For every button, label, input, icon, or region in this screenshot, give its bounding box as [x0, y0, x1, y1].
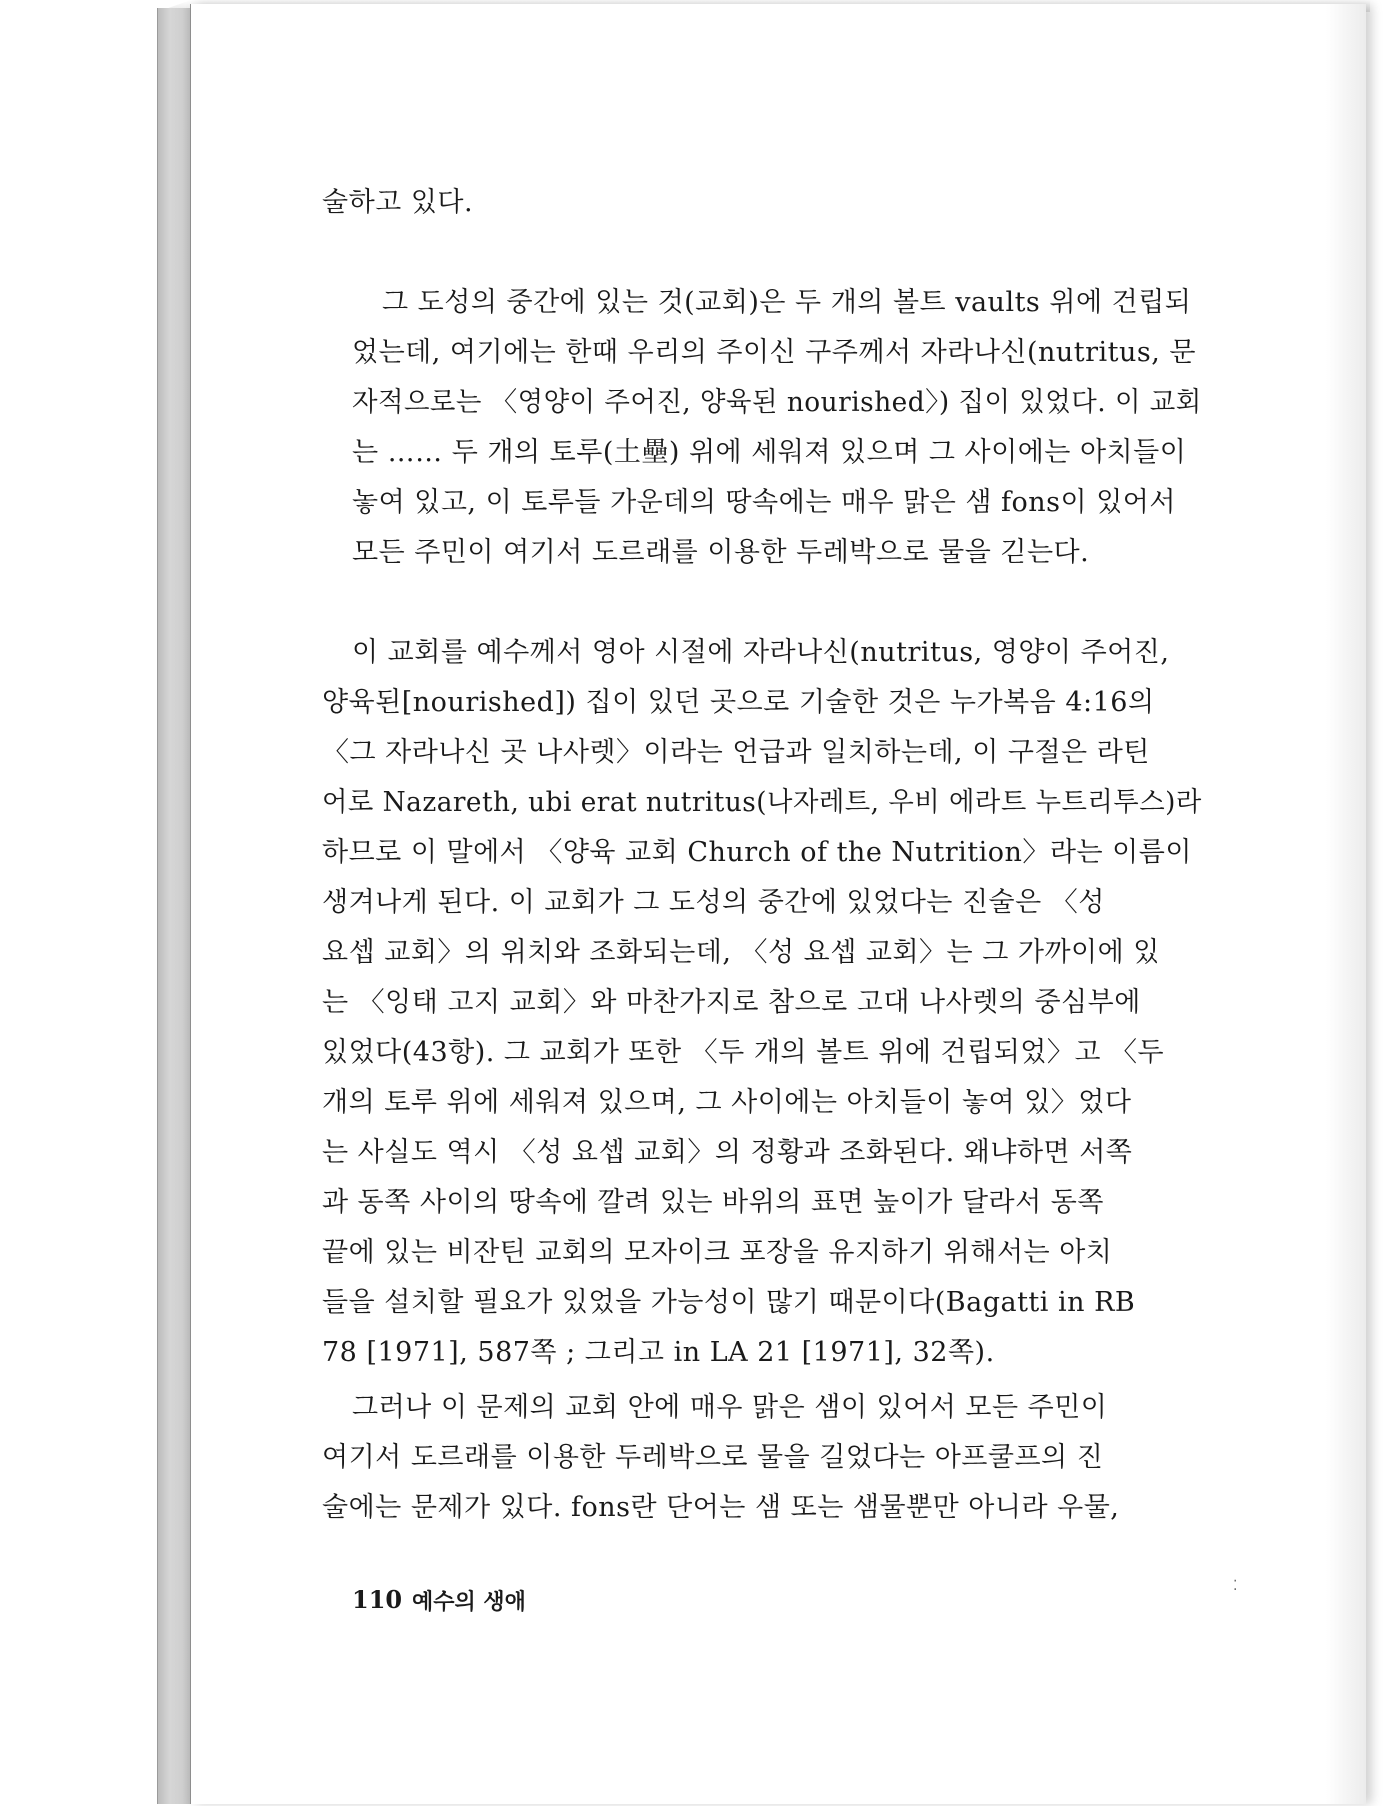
- quote-line: 그 도성의 중간에 있는 것(교회)은 두 개의 볼트 vaults 위에 건립되: [382, 287, 1192, 318]
- body-line: 요셉 교회〉의 위치와 조화되는데, 〈성 요셉 교회〉는 그 가까이에 있: [322, 937, 1160, 968]
- body-line: 술에는 문제가 있다. fons란 단어는 샘 또는 샘물뿐만 아니라 우물,: [322, 1492, 1120, 1523]
- quote-line: 놓여 있고, 이 토루들 가운데의 땅속에는 매우 맑은 샘 fons이 있어서: [352, 487, 1176, 518]
- scan-speck: ⁚: [1233, 1578, 1238, 1594]
- body-line: 하므로 이 말에서 〈양육 교회 Church of the Nutrition〉라는 이름이: [322, 837, 1192, 868]
- body-line: 여기서 도르래를 이용한 두레박으로 물을 길었다는 아프쿨프의 진: [322, 1442, 1104, 1473]
- body-line: 생겨나게 된다. 이 교회가 그 도성의 중간에 있었다는 진술은 〈성: [322, 887, 1105, 918]
- body-line: 는 〈잉태 고지 교회〉와 마찬가지로 참으로 고대 나사렛의 중심부에: [322, 987, 1141, 1018]
- body-line: 개의 토루 위에 세워져 있으며, 그 사이에는 아치들이 놓여 있〉었다: [322, 1087, 1132, 1118]
- opening-line: 술하고 있다.: [322, 187, 474, 218]
- body-line: 끝에 있는 비잔틴 교회의 모자이크 포장을 유지하기 위해서는 아치: [322, 1237, 1113, 1268]
- running-footer-title: 예수의 생애: [412, 1589, 526, 1615]
- body-line: 과 동쪽 사이의 땅속에 깔려 있는 바위의 표면 높이가 달라서 동쪽: [322, 1187, 1104, 1218]
- quote-line: 는 …… 두 개의 토루(土壘) 위에 세워져 있으며 그 사이에는 아치들이: [352, 437, 1187, 468]
- quote-line: 었는데, 여기에는 한때 우리의 주이신 구주께서 자라나신(nutritus, 문: [352, 337, 1197, 368]
- body-line: 78 [1971], 587쪽 ; 그리고 in LA 21 [1971], 32쪽).: [322, 1337, 995, 1368]
- body-line: 들을 설치할 필요가 있었을 가능성이 많기 때문이다(Bagatti in RB: [322, 1287, 1136, 1318]
- page-number: 110: [352, 1585, 403, 1614]
- body-line: 어로 Nazareth, ubi erat nutritus(나자레트, 우비 에라트 누트리투스)라: [322, 787, 1202, 818]
- body-line: 있었다(43항). 그 교회가 또한 〈두 개의 볼트 위에 건립되었〉고 〈두: [322, 1037, 1165, 1068]
- body-line: 이 교회를 예수께서 영아 시절에 자라나신(nutritus, 영양이 주어진,: [352, 637, 1170, 668]
- body-line: 는 사실도 역시 〈성 요셉 교회〉의 정황과 조화된다. 왜냐하면 서쪽: [322, 1137, 1133, 1168]
- quote-line: 자적으로는 〈영양이 주어진, 양육된 nourished〉) 집이 있었다. 이 교회: [352, 387, 1202, 418]
- body-line: 양육된[nourished]) 집이 있던 곳으로 기술한 것은 누가복음 4:16의: [322, 687, 1155, 718]
- body-line: 그러나 이 문제의 교회 안에 매우 맑은 샘이 있어서 모든 주민이: [352, 1392, 1108, 1423]
- page-edge-shadow: [1326, 4, 1366, 1804]
- body-line: 〈그 자라나신 곳 나사렛〉이라는 언급과 일치하는데, 이 구절은 라틴: [322, 737, 1150, 768]
- quote-line: 모든 주민이 여기서 도르래를 이용한 두레박으로 물을 긷는다.: [352, 537, 1090, 568]
- book-spine: [157, 8, 192, 1804]
